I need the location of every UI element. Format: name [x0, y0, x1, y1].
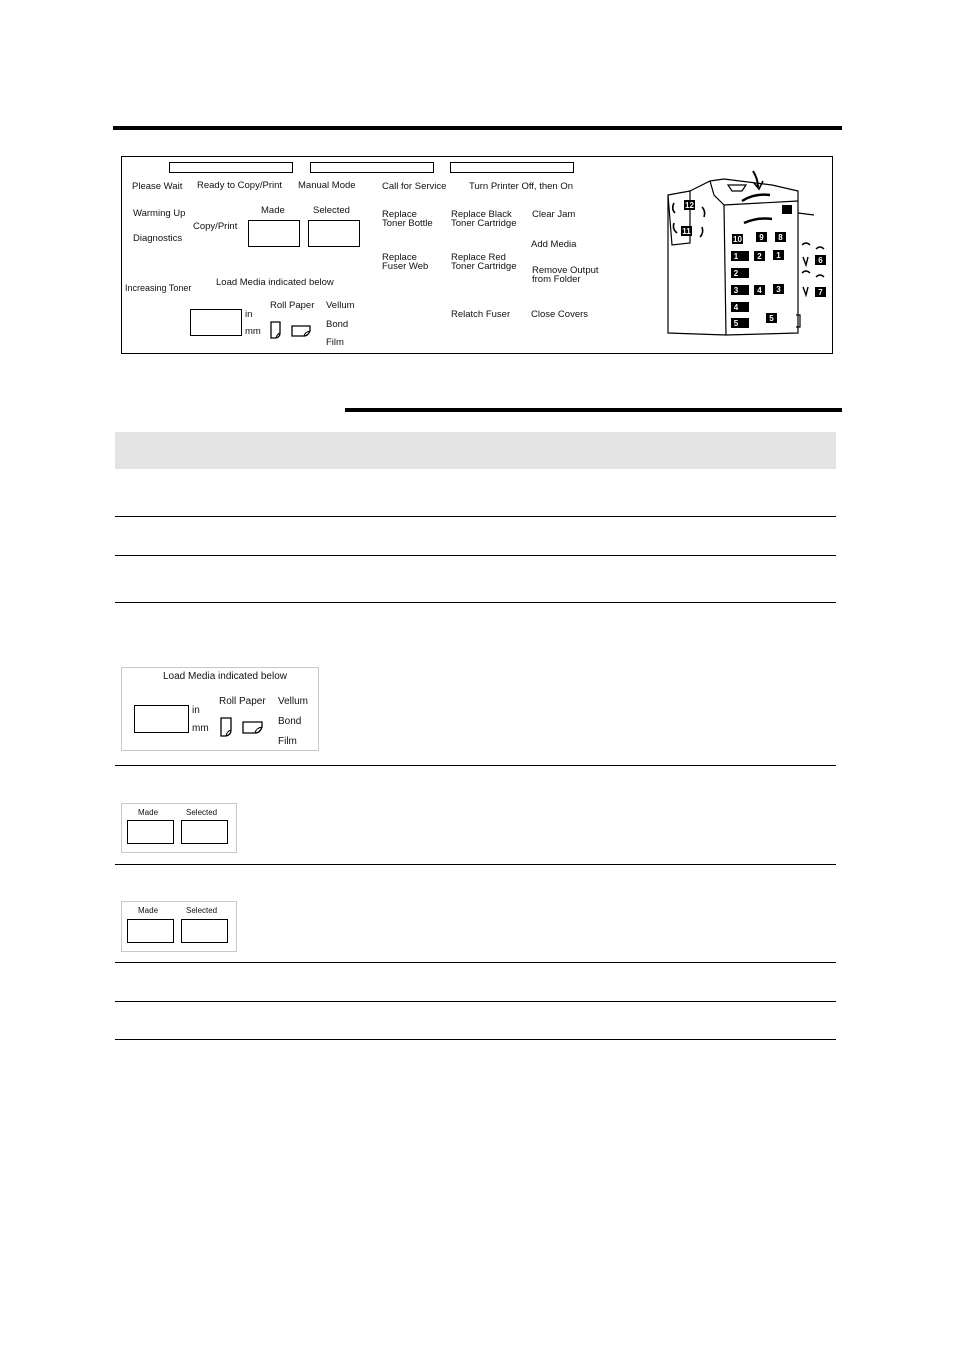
made-label: Made [138, 906, 159, 915]
roll-orientation-icons [220, 717, 264, 739]
table-row-divider [115, 555, 836, 556]
replace-red-label-1: Replace Red [451, 252, 506, 263]
machine-num-4: 4 [757, 286, 762, 295]
made-counter-box [127, 919, 174, 943]
unit-in-label: in [245, 309, 253, 320]
made-label: Made [138, 808, 159, 817]
copy-print-label: Copy/Print [193, 221, 238, 232]
machine-num-4b: 4 [733, 303, 739, 312]
machine-num-1: 1 [733, 252, 739, 261]
unit-mm-label: mm [245, 326, 261, 337]
machine-num-1b: 1 [776, 251, 781, 260]
counter-panel-1 [121, 803, 237, 853]
bond-label: Bond [326, 319, 349, 330]
selected-label: Selected [313, 205, 350, 216]
counter-panel-2 [121, 901, 237, 952]
replace-toner-bottle-label-1: Replace [382, 209, 417, 220]
control-panel-diagram [121, 156, 833, 354]
increasing-toner-label: Increasing Toner [125, 283, 192, 293]
machine-num-2b: 2 [733, 269, 739, 278]
roll-paper-label: Roll Paper [270, 300, 315, 311]
status-indicator-1 [169, 162, 293, 173]
load-media-title: Load Media indicated below [163, 671, 287, 682]
film-label: Film [278, 736, 297, 747]
table-row-divider [115, 516, 836, 517]
machine-num-11: 11 [682, 227, 691, 236]
warming-up-label: Warming Up [133, 208, 186, 219]
unit-in-label: in [192, 705, 200, 716]
replace-black-label-1: Replace Black [451, 209, 512, 220]
call-service-label: Call for Service [382, 181, 447, 192]
table-row-divider [115, 1001, 836, 1002]
clear-jam-label: Clear Jam [532, 209, 576, 220]
table-row-divider [115, 864, 836, 865]
please-wait-label: Please Wait [132, 181, 183, 192]
machine-num-2: 2 [757, 252, 762, 261]
made-counter-box [127, 820, 174, 844]
turn-off-on-label: Turn Printer Off, then On [469, 181, 574, 192]
media-size-box [190, 309, 242, 336]
replace-black-label-2: Toner Cartridge [451, 218, 517, 229]
table-row-divider [115, 962, 836, 963]
selected-counter-box [181, 919, 228, 943]
load-media-panel [121, 667, 319, 751]
machine-num-10: 10 [733, 235, 742, 244]
vellum-label: Vellum [326, 300, 355, 311]
bond-label: Bond [278, 716, 302, 727]
status-indicator-2 [310, 162, 434, 173]
ready-label: Ready to Copy/Print [197, 180, 283, 191]
made-counter-box [248, 220, 300, 247]
selected-counter-box [181, 820, 228, 844]
table-row-divider [115, 602, 836, 603]
manual-mode-label: Manual Mode [298, 180, 356, 191]
close-covers-label: Close Covers [531, 309, 589, 320]
replace-toner-bottle-label-2: Toner Bottle [382, 218, 433, 229]
vellum-label: Vellum [278, 696, 309, 707]
selected-counter-box [308, 220, 360, 247]
film-label: Film [326, 337, 344, 348]
table-row-divider [115, 765, 836, 766]
section-rule [345, 408, 842, 412]
machine-num-5: 5 [733, 319, 739, 328]
remove-output-label-1: Remove Output [532, 265, 599, 276]
roll-paper-label: Roll Paper [219, 696, 266, 707]
relatch-fuser-label: Relatch Fuser [451, 309, 511, 320]
load-media-label: Load Media indicated below [216, 277, 334, 288]
made-label: Made [261, 205, 285, 216]
replace-red-label-2: Toner Cartridge [451, 261, 517, 272]
table-header [115, 432, 836, 469]
roll-orientation-icons [270, 321, 312, 341]
machine-num-8: 8 [778, 233, 783, 242]
diagnostics-label: Diagnostics [133, 233, 183, 244]
machine-num-6: 6 [818, 256, 823, 265]
replace-fuser-label-1: Replace [382, 252, 417, 263]
selected-label: Selected [186, 808, 218, 817]
media-size-box [134, 705, 189, 733]
machine-num-7: 7 [818, 288, 823, 297]
table-row-divider [115, 1039, 836, 1040]
machine-num-3: 3 [733, 286, 739, 295]
top-rule [113, 126, 842, 130]
machine-num-12: 12 [685, 201, 694, 210]
machine-num-3b: 3 [776, 285, 781, 294]
unit-mm-label: mm [192, 723, 209, 734]
remove-output-label-2: from Folder [532, 274, 581, 285]
machine-num-5b: 5 [769, 314, 774, 323]
printer-machine-icon [662, 165, 834, 345]
add-media-label: Add Media [531, 239, 577, 250]
machine-num-9: 9 [759, 233, 764, 242]
status-indicator-3 [450, 162, 574, 173]
selected-label: Selected [186, 906, 218, 915]
replace-fuser-label-2: Fuser Web [382, 261, 429, 272]
